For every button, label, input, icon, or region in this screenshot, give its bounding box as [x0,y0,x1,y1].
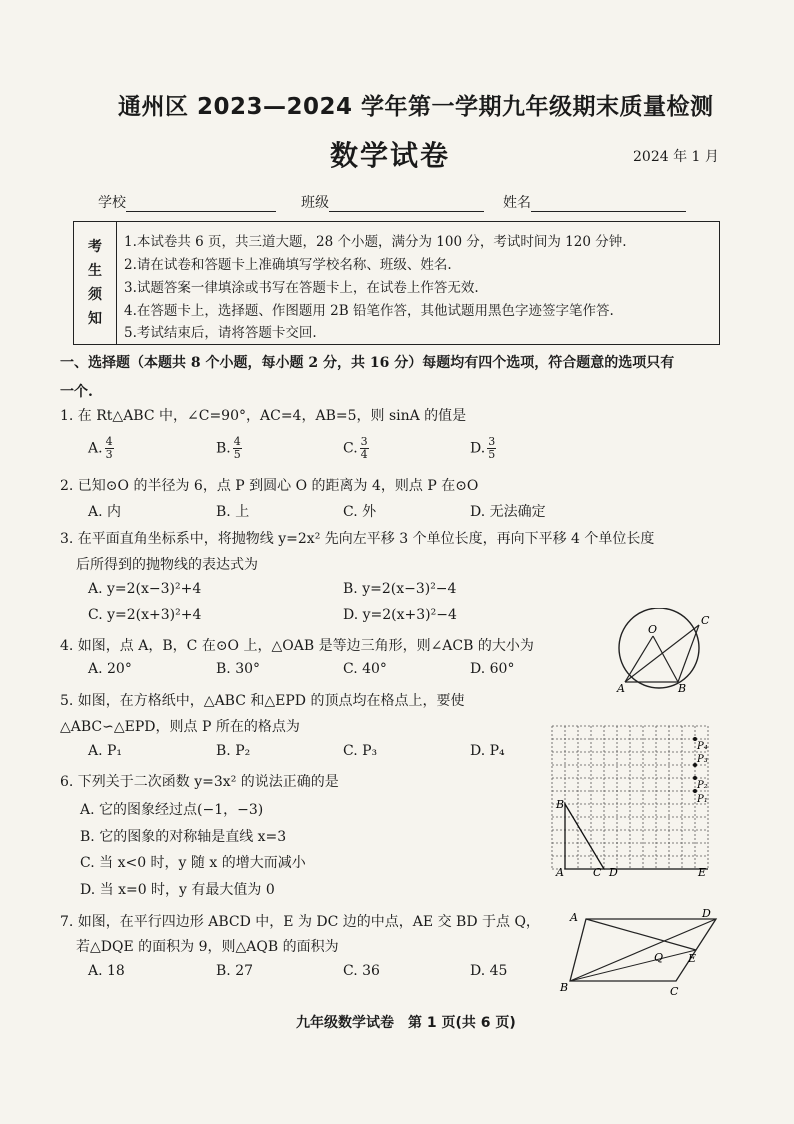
q2-stem: 2. 已知⊙O 的半径为 6，点 P 到圆心 O 的距离为 4，则点 P 在⊙O [60,478,479,494]
q4-option-c[interactable]: C. 40° [343,661,387,677]
q6-option-a[interactable]: A. 它的图象经过点(−1，−3) [80,802,264,818]
label-p2: P₂ [697,780,708,791]
q5-stem-cont: △ABC∽△EPD，则点 P 所在的格点为 [60,719,300,735]
name-field[interactable] [503,192,686,212]
label-p1: P₁ [697,794,708,805]
q3-option-c[interactable]: C. y=2(x+3)²+4 [88,607,202,623]
label-grid-c: C [593,866,602,879]
q7-stem: 7. 如图，在平行四边形 ABCD 中，E 为 DC 边的中点，AE 交 BD 于点 Q， [60,914,540,930]
q4-option-a[interactable]: A. 20° [88,661,132,677]
label-pg-d: D [702,907,711,920]
label-o: O [648,623,658,636]
q6-option-b[interactable]: B. 它的图象的对称轴是直线 x=3 [80,829,287,845]
class-label: 班级 [301,195,329,211]
q7-parallelogram-figure [556,905,720,1001]
q4-circle-figure [598,608,720,694]
q1-option-d[interactable]: D. $\frac{3}{5}$ [470,435,496,461]
q5-option-d[interactable]: D. P₄ [470,743,505,759]
q2-option-a[interactable]: A. 内 [88,504,122,520]
q1-option-b[interactable]: B. $\frac{4}{5}$ [216,435,241,461]
label-c: C [701,614,710,627]
label-grid-b: B [556,798,565,811]
q4-option-d[interactable]: D. 60° [470,661,515,677]
label-p3: P₃ [697,754,708,765]
q6-option-c[interactable]: C. 当 x<0 时，y 随 x 的增大而减小 [80,855,306,871]
label-pg-q: Q [654,951,664,964]
q6-stem: 6. 下列关于二次函数 y=3x² 的说法正确的是 [60,774,339,790]
q5-option-c[interactable]: C. P₃ [343,743,378,759]
notice-item-1: 1.本试卷共 6 页，共三道大题，28 个小题，满分为 100 分，考试时间为 120 分钟. [124,234,627,250]
q1-stem: 1. 在 Rt△ABC 中，∠C=90°，AC=4，AB=5，则 sinA 的值是 [60,408,467,424]
q3-option-a[interactable]: A. y=2(x−3)²+4 [88,581,202,597]
q7-option-b[interactable]: B. 27 [216,963,254,979]
section-heading-cont: 一个. [60,384,93,400]
q2-option-b[interactable]: B. 上 [216,504,250,520]
label-grid-e: E [698,866,707,879]
label-pg-a: A [570,911,578,924]
q3-option-b[interactable]: B. y=2(x−3)²−4 [343,581,457,597]
label-pg-c: C [670,985,679,998]
notice-item-3: 3.试题答案一律填涂或书写在答题卡上，在试卷上作答无效. [124,280,479,296]
q5-option-a[interactable]: A. P₁ [88,743,123,759]
notice-item-5: 5.考试结束后，请将答题卡交回. [124,325,317,341]
page-footer: 九年级数学试卷 第 1 页(共 6 页) [296,1015,516,1031]
label-p4: P₄ [697,741,708,752]
class-field[interactable] [301,192,484,212]
q7-option-c[interactable]: C. 36 [343,963,380,979]
q3-stem-cont: 后所得到的抛物线的表达式为 [76,557,258,573]
q2-option-c[interactable]: C. 外 [343,504,377,520]
q3-stem: 3. 在平面直角坐标系中，将抛物线 y=2x² 先向左平移 3 个单位长度，再向下平移 4 个单位长度 [60,531,655,547]
q7-stem-cont: 若△DQE 的面积为 9，则△AQB 的面积为 [76,939,339,955]
notice-item-2: 2.请在试卷和答题卡上准确填写学校名称、班级、姓名. [124,257,452,273]
exam-subtitle: 数学试卷 [330,139,451,172]
school-label: 学校 [98,195,126,211]
school-field[interactable] [98,192,276,212]
exam-title: 通州区 2023—2024 学年第一学期九年级期末质量检测 [118,94,714,120]
label-pg-b: B [560,981,569,994]
label-pg-e: E [688,952,697,965]
q5-option-b[interactable]: B. P₂ [216,743,251,759]
label-a: A [617,682,625,694]
label-b: B [678,682,687,694]
q5-stem: 5. 如图，在方格纸中，△ABC 和△EPD 的顶点均在格点上，要使 [60,693,465,709]
notice-item-4: 4.在答题卡上，选择题、作图题用 2B 铅笔作答，其他试题用黑色字迹签字笔作答. [124,303,614,319]
label-grid-a: A [556,866,564,879]
q2-option-d[interactable]: D. 无法确定 [470,504,546,520]
notice-box [73,221,720,345]
section-heading: 一、选择题（本题共 8 个小题，每小题 2 分，共 16 分）每题均有四个选项，符合题意的选项只有 [60,355,675,371]
notice-label: 考 生 须 知 [74,222,117,344]
q7-option-d[interactable]: D. 45 [470,963,508,979]
name-label: 姓名 [503,195,531,211]
q7-option-a[interactable]: A. 18 [88,963,125,979]
label-grid-d: D [609,866,618,879]
exam-date: 2024 年 1 月 [633,149,719,165]
q5-grid-figure [548,722,718,880]
q4-stem: 4. 如图，点 A，B，C 在⊙O 上，△OAB 是等边三角形，则∠ACB 的大小为 [60,638,534,654]
q4-option-b[interactable]: B. 30° [216,661,261,677]
q1-option-c[interactable]: C. $\frac{3}{4}$ [343,435,368,461]
q3-option-d[interactable]: D. y=2(x+3)²−4 [343,607,457,623]
q6-option-d[interactable]: D. 当 x=0 时，y 有最大值为 0 [80,882,275,898]
q1-option-a[interactable]: A. $\frac{4}{3}$ [88,435,113,461]
